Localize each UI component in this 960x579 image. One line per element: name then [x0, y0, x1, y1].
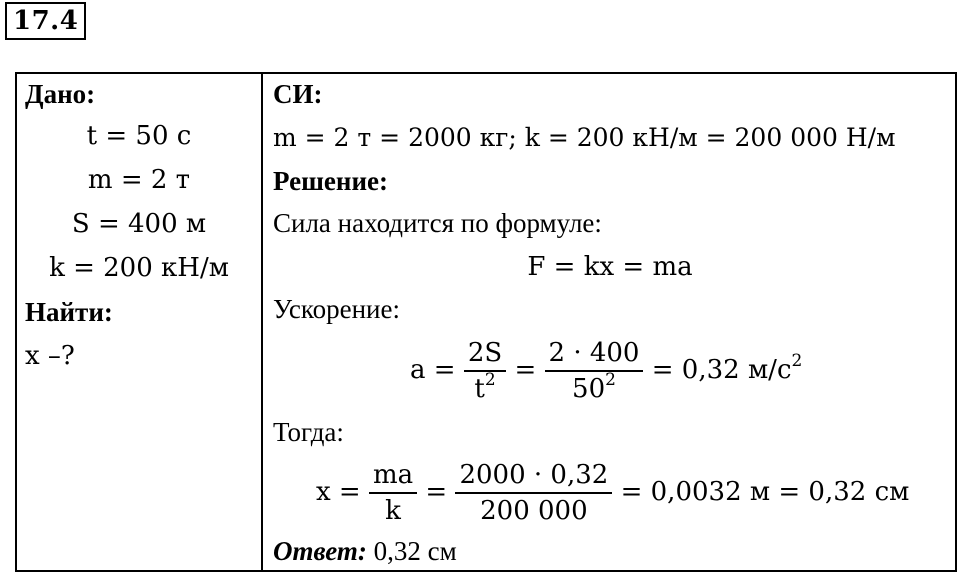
find-value: x –?: [25, 341, 75, 371]
answer-line: [273, 535, 457, 567]
given-heading: Дано:: [25, 79, 96, 109]
x-result: = 0,0032 м = 0,32 см: [620, 477, 910, 507]
find-heading: Найти:: [25, 297, 113, 327]
given-item-time: t = 50 с: [86, 121, 192, 151]
problem-number: 17.4: [5, 2, 86, 40]
column-divider: [261, 72, 263, 572]
si-heading: СИ:: [273, 79, 323, 109]
answer-label: Ответ:: [273, 536, 367, 566]
x-equals: =: [425, 477, 448, 507]
acceleration-label: Ускорение:: [273, 294, 400, 324]
x-fraction-1-numerator: ma: [372, 460, 414, 490]
force-formula: F = kx = ma: [527, 252, 693, 282]
si-conversion: m = 2 т = 2000 кг; k = 200 кН/м = 200 000 Н/м: [273, 123, 896, 152]
x-fraction-2-denominator: 200 000: [455, 492, 612, 528]
x-fraction-1: [369, 458, 417, 528]
x-fraction-2-numerator: 2000 · 0,32: [459, 460, 609, 490]
force-intro: Сила находится по формуле:: [273, 208, 602, 238]
solution-heading: Решение:: [273, 166, 388, 196]
acc-fraction-1-denominator: $t^2$: [464, 370, 506, 406]
given-item-stiffness: k = 200 кН/м: [49, 253, 229, 283]
acceleration-equation: [410, 334, 802, 406]
acc-fraction-1-numerator: 2S: [467, 338, 503, 368]
acc-lhs: a =: [410, 355, 456, 385]
then-label: Тогда:: [273, 417, 344, 447]
given-item-distance: S = 400 м: [71, 209, 207, 239]
acc-result: = 0,32 $м/с^2$: [651, 351, 803, 385]
acc-equals: =: [514, 355, 537, 385]
given-item-mass: m = 2 т: [87, 165, 191, 195]
x-lhs: x =: [316, 477, 361, 507]
acc-fraction-2: [545, 336, 644, 406]
acc-fraction-2-denominator: $50^2$: [545, 370, 644, 406]
x-fraction-2: [455, 458, 612, 528]
answer-value: 0,32 см: [366, 536, 457, 566]
x-fraction-1-denominator: k: [369, 492, 417, 528]
acc-fraction-2-numerator: 2 · 400: [548, 338, 640, 368]
acc-fraction-1: [464, 336, 506, 406]
displacement-equation: [316, 456, 909, 528]
